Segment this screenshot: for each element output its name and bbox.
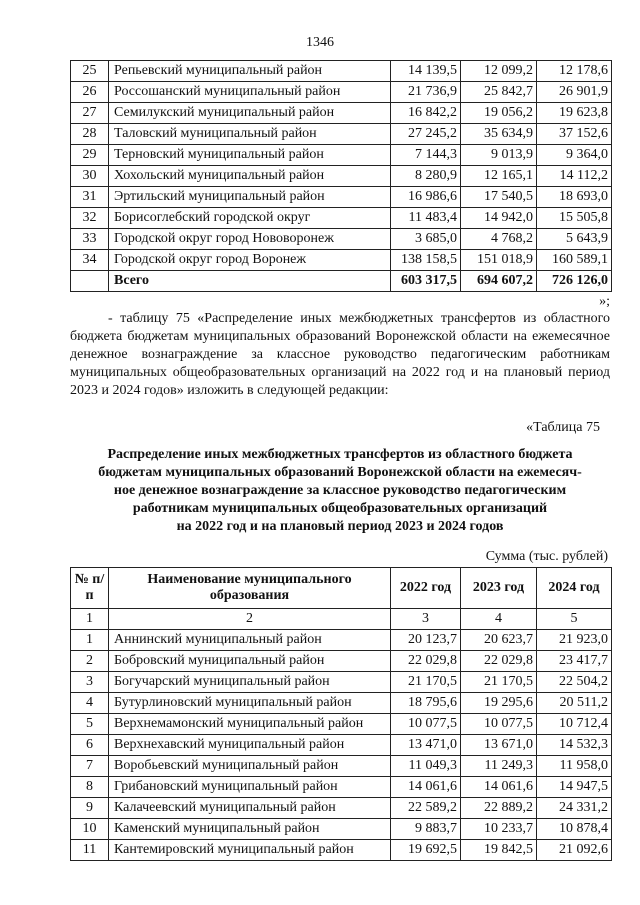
col-number: 3	[391, 609, 461, 630]
value-2022: 3 685,0	[391, 229, 461, 250]
continued-table	[70, 60, 612, 292]
title-line: работникам муниципальных общеобразовательных организаций	[132, 501, 548, 516]
municipality-name: Воробьевский муниципальный район	[109, 756, 391, 777]
value-2024: 14 532,3	[537, 735, 612, 756]
table-row	[71, 145, 612, 166]
closing-quote: »;	[599, 294, 610, 309]
row-number: 2	[71, 651, 109, 672]
table-row	[71, 61, 612, 82]
table-row	[71, 82, 612, 103]
value-2024: 9 364,0	[537, 145, 612, 166]
row-number: 6	[71, 735, 109, 756]
value-2024: 14 112,2	[537, 166, 612, 187]
table-row	[71, 124, 612, 145]
municipality-name: Калачеевский муниципальный район	[109, 798, 391, 819]
header-cell: № п/п	[71, 568, 109, 609]
value-2023: 12 165,1	[461, 166, 537, 187]
municipality-name: Таловский муниципальный район	[109, 124, 391, 145]
value-2023: 694 607,2	[461, 271, 537, 292]
table-row	[71, 756, 612, 777]
value-2023: 4 768,2	[461, 229, 537, 250]
value-2024: 14 947,5	[537, 777, 612, 798]
row-number: 4	[71, 693, 109, 714]
page-number: 1346	[306, 35, 334, 50]
table-row	[71, 651, 612, 672]
value-2023: 19 295,6	[461, 693, 537, 714]
value-2024: 21 092,6	[537, 840, 612, 861]
municipality-name: Верхнемамонский муниципальный район	[109, 714, 391, 735]
value-2023: 9 013,9	[461, 145, 537, 166]
municipality-name: Семилукский муниципальный район	[109, 103, 391, 124]
header-cell: Наименование муниципального образования	[109, 568, 391, 609]
table-row	[71, 819, 612, 840]
row-number: 9	[71, 798, 109, 819]
total-row	[71, 271, 612, 292]
value-2022: 14 139,5	[391, 61, 461, 82]
value-2022: 13 471,0	[391, 735, 461, 756]
value-2023: 22 889,2	[461, 798, 537, 819]
unit-label: Сумма (тыс. рублей)	[485, 549, 608, 564]
col-number: 4	[461, 609, 537, 630]
municipality-name: Репьевский муниципальный район	[109, 61, 391, 82]
value-2022: 10 077,5	[391, 714, 461, 735]
table-row	[71, 735, 612, 756]
value-2022: 22 029,8	[391, 651, 461, 672]
title-line: на 2022 год и на плановый период 2023 и 2024 годов	[176, 519, 504, 534]
row-number: 32	[71, 208, 109, 229]
value-2024: 26 901,9	[537, 82, 612, 103]
value-2024: 10 878,4	[537, 819, 612, 840]
table-title	[70, 446, 610, 536]
municipality-name: Борисоглебский городской округ	[109, 208, 391, 229]
table-row	[71, 798, 612, 819]
table-row	[71, 166, 612, 187]
table-row	[71, 208, 612, 229]
municipality-name: Городской округ город Воронеж	[109, 250, 391, 271]
table-row	[71, 777, 612, 798]
municipality-name: Кантемировский муниципальный район	[109, 840, 391, 861]
value-2023: 22 029,8	[461, 651, 537, 672]
municipality-name: Аннинский муниципальный район	[109, 630, 391, 651]
row-number: 34	[71, 250, 109, 271]
row-number	[71, 271, 109, 292]
row-number: 26	[71, 82, 109, 103]
value-2024: 160 589,1	[537, 250, 612, 271]
amendment-paragraph: - таблицу 75 «Распределение иных межбюджетных трансфертов из областного бюджета бюджетам муниципальных образований Воронежской области на ежемесячное денежное вознаграждение за классное руководство педагогическим работникам муниципальных общеобразовательных организаций на 2022 год и на плановый период 2023 и 2024 годов» изложить в следующей редакции:	[70, 311, 610, 398]
row-number: 5	[71, 714, 109, 735]
municipality-name: Бутурлиновский муниципальный район	[109, 693, 391, 714]
municipality-name: Городской округ город Нововоронеж	[109, 229, 391, 250]
municipality-name: Верхнехавский муниципальный район	[109, 735, 391, 756]
row-number: 8	[71, 777, 109, 798]
value-2023: 12 099,2	[461, 61, 537, 82]
value-2023: 151 018,9	[461, 250, 537, 271]
table-row	[71, 672, 612, 693]
value-2022: 21 170,5	[391, 672, 461, 693]
value-2022: 138 158,5	[391, 250, 461, 271]
row-number: 28	[71, 124, 109, 145]
row-number: 3	[71, 672, 109, 693]
value-2022: 18 795,6	[391, 693, 461, 714]
municipality-name: Бобровский муниципальный район	[109, 651, 391, 672]
value-2022: 11 049,3	[391, 756, 461, 777]
row-number: 11	[71, 840, 109, 861]
value-2024: 15 505,8	[537, 208, 612, 229]
title-line: Распределение иных межбюджетных трансфертов из областного бюджета	[107, 447, 573, 462]
value-2024: 18 693,0	[537, 187, 612, 208]
municipality-name: Богучарский муниципальный район	[109, 672, 391, 693]
title-line: бюджетам муниципальных образований Воронежской области на ежемесяч-	[98, 465, 582, 480]
value-2023: 10 233,7	[461, 819, 537, 840]
value-2023: 19 056,2	[461, 103, 537, 124]
value-2024: 726 126,0	[537, 271, 612, 292]
table-row	[71, 630, 612, 651]
municipality-name: Всего	[109, 271, 391, 292]
col-number: 5	[537, 609, 612, 630]
value-2023: 17 540,5	[461, 187, 537, 208]
value-2023: 10 077,5	[461, 714, 537, 735]
table-label: «Таблица 75	[526, 420, 600, 435]
value-2024: 23 417,7	[537, 651, 612, 672]
row-number: 10	[71, 819, 109, 840]
col-number: 1	[71, 609, 109, 630]
table-row	[71, 250, 612, 271]
table-row	[71, 187, 612, 208]
value-2022: 22 589,2	[391, 798, 461, 819]
row-number: 29	[71, 145, 109, 166]
row-number: 30	[71, 166, 109, 187]
row-number: 7	[71, 756, 109, 777]
row-number: 31	[71, 187, 109, 208]
value-2022: 27 245,2	[391, 124, 461, 145]
municipality-name: Россошанский муниципальный район	[109, 82, 391, 103]
municipality-name: Эртильский муниципальный район	[109, 187, 391, 208]
column-number-row	[71, 609, 612, 630]
table-row	[71, 229, 612, 250]
municipality-name: Каменский муниципальный район	[109, 819, 391, 840]
header-row	[71, 568, 612, 609]
value-2022: 19 692,5	[391, 840, 461, 861]
value-2024: 11 958,0	[537, 756, 612, 777]
value-2022: 603 317,5	[391, 271, 461, 292]
table-row	[71, 714, 612, 735]
value-2022: 8 280,9	[391, 166, 461, 187]
value-2022: 16 842,2	[391, 103, 461, 124]
value-2023: 20 623,7	[461, 630, 537, 651]
header-cell: 2023 год	[461, 568, 537, 609]
col-number: 2	[109, 609, 391, 630]
row-number: 33	[71, 229, 109, 250]
value-2023: 35 634,9	[461, 124, 537, 145]
value-2024: 22 504,2	[537, 672, 612, 693]
value-2022: 11 483,4	[391, 208, 461, 229]
value-2022: 7 144,3	[391, 145, 461, 166]
header-cell: 2022 год	[391, 568, 461, 609]
value-2024: 5 643,9	[537, 229, 612, 250]
title-line: ное денежное вознаграждение за классное руководство педагогическим	[113, 483, 567, 498]
municipality-name: Терновский муниципальный район	[109, 145, 391, 166]
value-2022: 9 883,7	[391, 819, 461, 840]
header-cell: 2024 год	[537, 568, 612, 609]
value-2024: 21 923,0	[537, 630, 612, 651]
value-2024: 37 152,6	[537, 124, 612, 145]
value-2024: 10 712,4	[537, 714, 612, 735]
value-2023: 11 249,3	[461, 756, 537, 777]
value-2024: 24 331,2	[537, 798, 612, 819]
table-row	[71, 840, 612, 861]
value-2023: 21 170,5	[461, 672, 537, 693]
municipality-name: Грибановский муниципальный район	[109, 777, 391, 798]
table-row	[71, 103, 612, 124]
value-2022: 16 986,6	[391, 187, 461, 208]
value-2022: 14 061,6	[391, 777, 461, 798]
value-2022: 21 736,9	[391, 82, 461, 103]
table-75	[70, 567, 612, 861]
table-row	[71, 693, 612, 714]
value-2023: 13 671,0	[461, 735, 537, 756]
row-number: 27	[71, 103, 109, 124]
value-2023: 25 842,7	[461, 82, 537, 103]
row-number: 1	[71, 630, 109, 651]
municipality-name: Хохольский муниципальный район	[109, 166, 391, 187]
value-2023: 19 842,5	[461, 840, 537, 861]
value-2023: 14 061,6	[461, 777, 537, 798]
value-2022: 20 123,7	[391, 630, 461, 651]
row-number: 25	[71, 61, 109, 82]
value-2023: 14 942,0	[461, 208, 537, 229]
value-2024: 12 178,6	[537, 61, 612, 82]
value-2024: 20 511,2	[537, 693, 612, 714]
value-2024: 19 623,8	[537, 103, 612, 124]
